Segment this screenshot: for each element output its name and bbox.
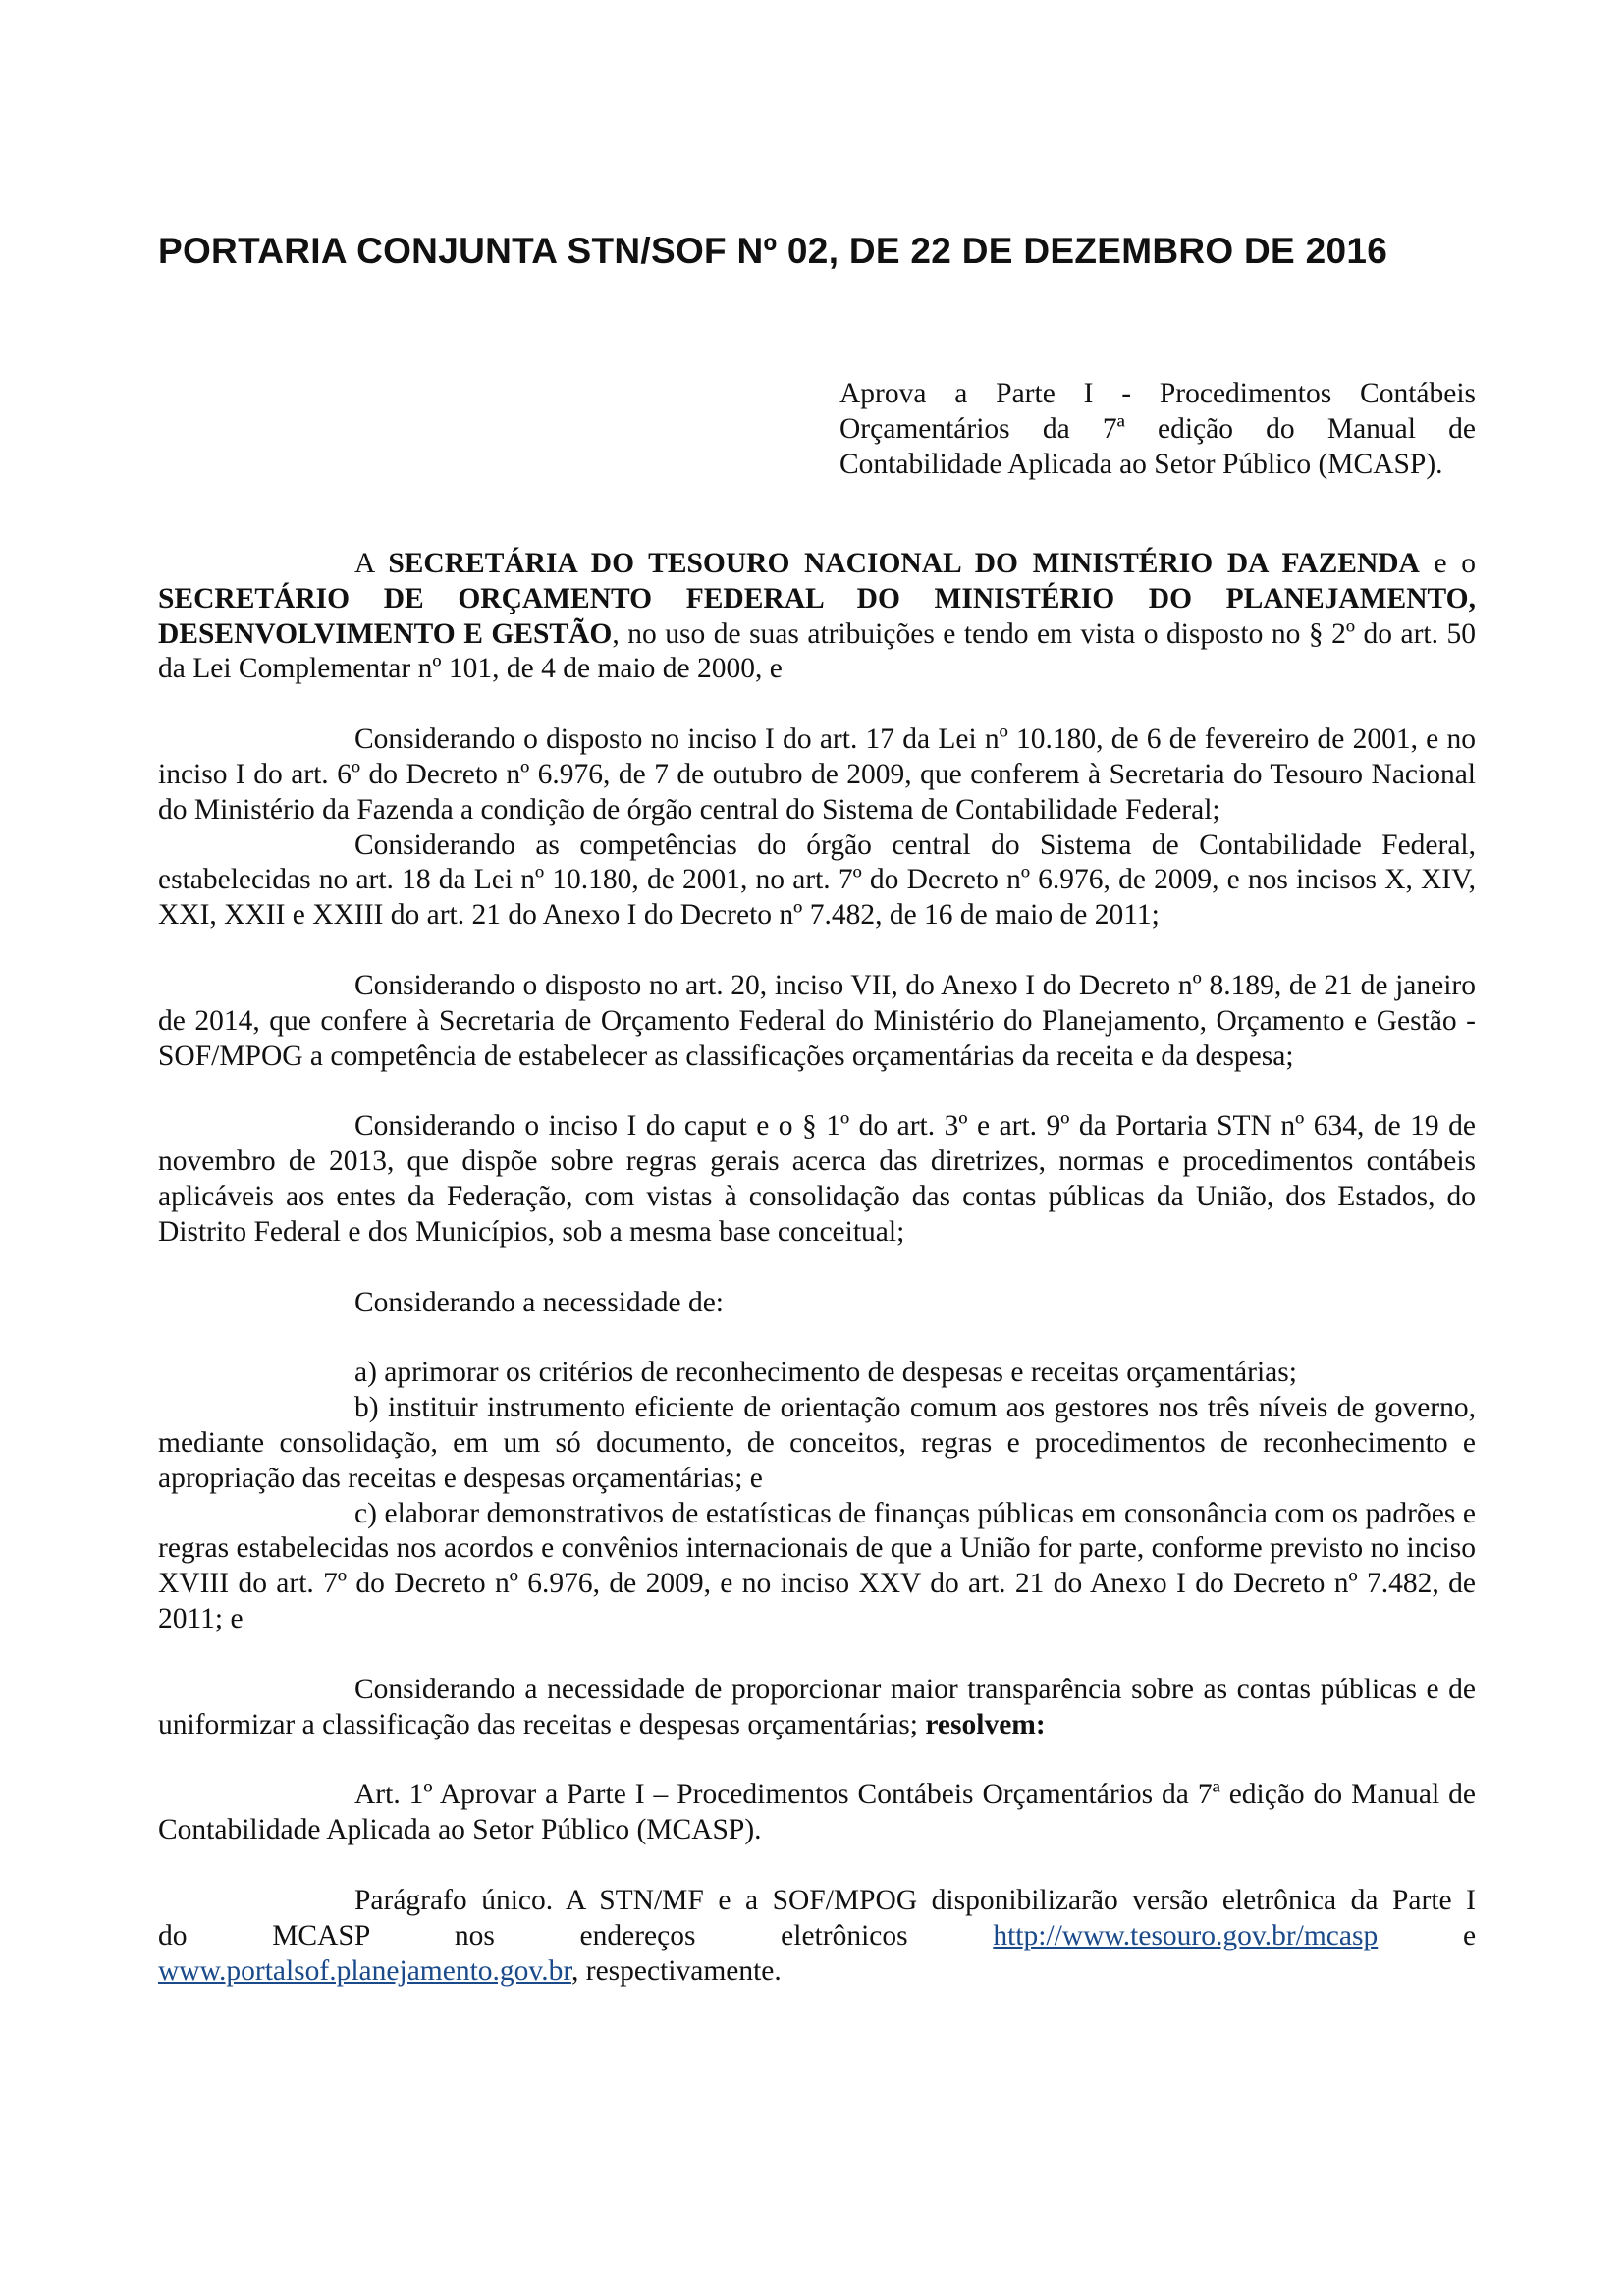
item-a: a) aprimorar os critérios de reconhecimento de despesas e receitas orçamentárias; xyxy=(354,1357,1297,1389)
preamble-a: A xyxy=(354,548,389,579)
preamble-secretario: SECRETÁRIO DE ORÇAMENTO FEDERAL DO MINISTÉRIO DO PLANEJAMENTO, DESENVOLVIMENTO E GESTÃO xyxy=(158,582,1476,650)
paragrafo-unico-line2 xyxy=(158,1919,1476,1954)
paragrafo-end: , respectivamente. xyxy=(571,1954,782,1987)
tesouro-link[interactable]: http://www.tesouro.gov.br/mcasp xyxy=(993,1919,1379,1951)
word-e: e xyxy=(1462,1919,1477,1951)
document-body xyxy=(158,547,1476,1989)
word-eletronicos: eletrônicos xyxy=(781,1919,908,1951)
considerando-final xyxy=(158,1673,1476,1743)
preamble-secretaria: SECRETÁRIA DO TESOURO NACIONAL DO MINISTÉRIO DA FAZENDA xyxy=(388,548,1420,579)
preamble xyxy=(158,547,1476,687)
considerando-4: Considerando o inciso I do caput e o § 1º do art. 3º e art. 9º da Portaria STN nº 634, de 19 de novembro de 2013, que dispõe sobre regras gerais acerca das diretrizes, normas e procedimentos contábeis aplicáveis aos entes da Federação, com vistas à consolidação das contas públicas da União, dos Estados, do Distrito Federal e dos Municípios, sob a mesma base conceitual; xyxy=(158,1110,1476,1248)
word-enderecos: endereços xyxy=(579,1919,696,1951)
word-nos: nos xyxy=(454,1919,495,1951)
preamble-rest: , no uso de suas atribuições e tendo em vista o disposto no § 2º do art. 50 da Lei Complementar nº 101, de 4 de maio de 2000, e xyxy=(158,617,1476,685)
considerando-final-text: Considerando a necessidade de proporcionar maior transparência sobre as contas públicas e de uniformizar a classificação das receitas e despesas orçamentárias; xyxy=(158,1673,1476,1740)
portalsof-link[interactable]: www.portalsof.planejamento.gov.br xyxy=(158,1954,571,1987)
word-mcasp: MCASP xyxy=(272,1919,370,1951)
document-title: PORTARIA CONJUNTA STN/SOF Nº 02, DE 22 DE DEZEMBRO DE 2016 xyxy=(158,231,1388,271)
considerando-5: Considerando a necessidade de: xyxy=(354,1286,724,1318)
word-do: do xyxy=(158,1919,188,1951)
ementa: Aprova a Parte I - Procedimentos Contábeis Orçamentários da 7ª edição do Manual de Contabilidade Aplicada ao Setor Público (MCASP). xyxy=(839,378,1476,480)
item-b: b) instituir instrumento eficiente de orientação comum aos gestores nos três níveis de governo, mediante consolidação, em um só documento, de conceitos, regras e procedimentos de reconhecimento e apropriação das receitas e despesas orçamentárias; e xyxy=(158,1392,1476,1494)
resolvem-colon: : xyxy=(1035,1708,1046,1740)
article-1: Art. 1º Aprovar a Parte I – Procedimentos Contábeis Orçamentários da 7ª edição do Manual de Contabilidade Aplicada ao Setor Público (MCASP). xyxy=(158,1779,1476,1846)
resolvem: resolvem xyxy=(925,1708,1036,1740)
paragrafo-unico-line1: Parágrafo único. A STN/MF e a SOF/MPOG disponibilizarão versão eletrônica da Parte I xyxy=(354,1884,1476,1916)
preamble-e-o: e o xyxy=(1419,548,1476,579)
considerando-3: Considerando o disposto no art. 20, inciso VII, do Anexo I do Decreto nº 8.189, de 21 de janeiro de 2014, que confere à Secretaria de Orçamento Federal do Ministério do Planejamento, Orçamento e Gestão - SOF/MPOG a competência de estabelecer as classificações orçamentárias da receita e da despesa; xyxy=(158,969,1476,1072)
considerando-1: Considerando o disposto no inciso I do art. 17 da Lei nº 10.180, de 6 de fevereiro de 2001, e no inciso I do art. 6º do Decreto nº 6.976, de 7 de outubro de 2009, que conferem à Secretaria do Tesouro Nacional do Ministério da Fazenda a condição de órgão central do Sistema de Contabilidade Federal; xyxy=(158,723,1476,826)
paragrafo-unico-line3 xyxy=(158,1954,1476,1990)
item-c: c) elaborar demonstrativos de estatísticas de finanças públicas em consonância com os padrões e regras estabelecidas nos acordos e convênios internacionais de que a União for parte, conforme previsto no inciso XVIII do art. 7º do Decreto nº 6.976, de 2009, e no inciso XXV do art. 21 do Anexo I do Decreto nº 7.482, de 2011; e xyxy=(158,1497,1476,1634)
considerando-2: Considerando as competências do órgão central do Sistema de Contabilidade Federal, estabelecidas no art. 18 da Lei nº 10.180, de 2001, no art. 7º do Decreto nº 6.976, de 2009, e nos incisos X, XIV, XXI, XXII e XXIII do art. 21 do Anexo I do Decreto nº 7.482, de 16 de maio de 2011; xyxy=(158,828,1476,932)
